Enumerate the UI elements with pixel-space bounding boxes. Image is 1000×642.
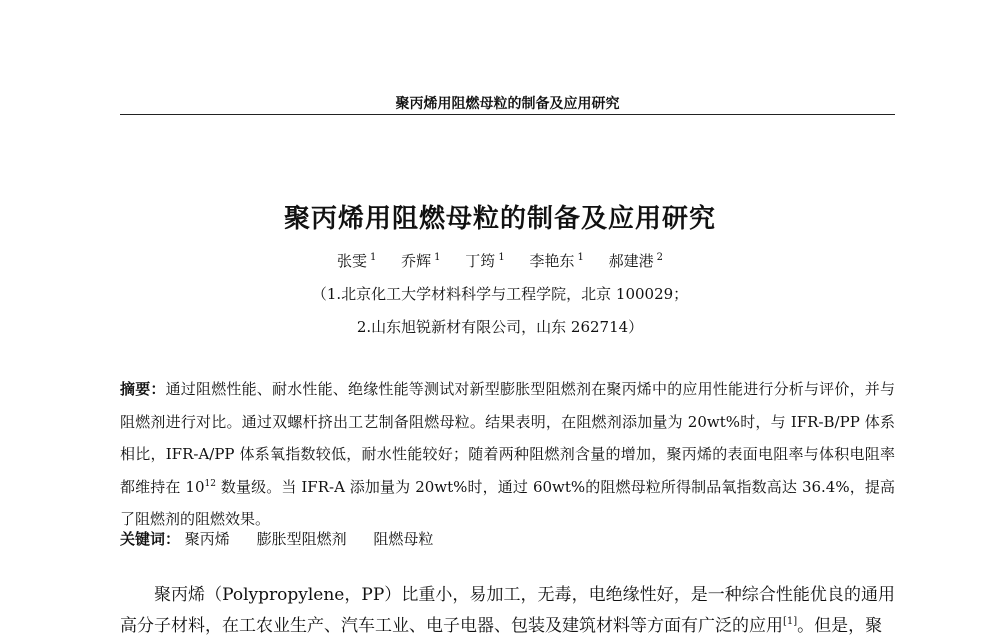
author-list (0, 250, 1000, 271)
abstract (120, 373, 895, 536)
abstract-exponent: 12 (204, 478, 216, 489)
author: 李艳东 $^1$ (529, 252, 584, 270)
abstract-text-continued: 数量级。当 IFR-A 添加量为 20wt%时，通过 60wt%的阻燃母粒所得制品氧指数高达 36.4%，提高了阻燃剂的阻燃效果。 (120, 477, 895, 528)
keyword: 膨胀型阻燃剂 (256, 530, 347, 548)
author: 乔辉 $^1$ (401, 252, 441, 270)
keywords (120, 528, 895, 549)
keyword: 聚丙烯 (184, 530, 230, 548)
author: 郝建港 $^2$ (608, 252, 664, 270)
body-paragraph: 聚丙烯（Polypropylene，PP）比重小，易加工，无毒，电绝缘性好，是一种综合性能优良的通用高分子材料，在工农业生产、汽车工业、电子电器、包装及建筑材料等方面有广泛的应用[1]。但是，聚 (120, 585, 895, 636)
affiliation-line-2: 2.山东旭锐新材有限公司，山东 262714） (356, 318, 644, 336)
affiliation-line-1: （1.北京化工大学材料科学与工程学院，北京 100029； (311, 285, 689, 303)
keyword: 阻燃母粒 (373, 530, 434, 548)
paper-title: 聚丙烯用阻燃母粒的制备及应用研究 (283, 204, 716, 234)
author: 张雯 $^1$ (336, 252, 377, 270)
abstract-text: 通过阻燃性能、耐水性能、绝缘性能等测试对新型膨胀型阻燃剂在聚丙烯中的应用性能进行分析与评价，并与阻燃剂进行对比。通过双螺杆挤出工艺制备阻燃母粒。结果表明，在阻燃剂添加量为 20wt%时，与 IFR-B/PP 体系相比，IFR-A/PP 体系氧指数较低，耐水性能较好；随着两种阻燃剂含量的增加，聚丙烯的表面电阻率与体积电阻率都维持在 10 (120, 380, 895, 496)
abstract-label: 摘要： (120, 380, 166, 398)
author: 丁筠 $^1$ (465, 252, 505, 270)
keywords-label: 关键词： (120, 530, 181, 548)
running-header: 聚丙烯用阻燃母粒的制备及应用研究 (395, 96, 620, 112)
header-rule (120, 114, 895, 115)
citation-ref: [1] (783, 616, 798, 627)
